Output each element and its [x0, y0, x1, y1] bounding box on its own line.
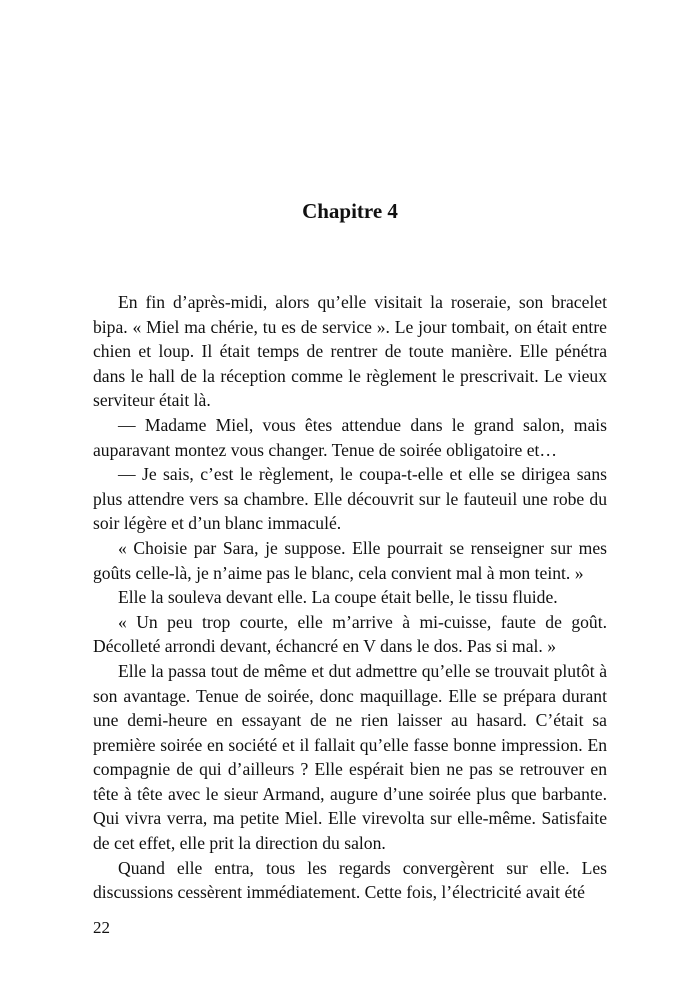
paragraph: Elle la souleva devant elle. La coupe était belle, le tissu fluide. [118, 587, 558, 608]
page-number: 22 [93, 918, 110, 937]
paragraph: En fin d’après-midi, alors qu’elle visitait la roseraie, son bracelet bipa. « Miel ma chérie, tu es de service ». Le jour tombait, on était entre chien et loup. Il était temps de rentrer de toute manière. Elle pénétra dans le hall de la réception comme le règlement le prescrivait. Le vieux serviteur était là. [93, 292, 607, 411]
paragraph: — Je sais, c’est le règlement, le coupa-t-elle et elle se dirigea sans plus attendre vers sa chambre. Elle découvrit sur le fauteuil une robe du soir légère et d’un blanc immaculé. [93, 464, 607, 534]
chapter-title: Chapitre 4 [302, 199, 398, 223]
paragraph: — Madame Miel, vous êtes attendue dans le grand salon, mais auparavant montez vous changer. Tenue de soirée obligatoire et… [93, 414, 607, 460]
chapter-body [93, 290, 607, 905]
paragraph: « Choisie par Sara, je suppose. Elle pourrait se renseigner sur mes goûts celle-là, je n’aime pas le blanc, cela convient mal à mon teint. » [93, 537, 607, 583]
paragraph: « Un peu trop courte, elle m’arrive à mi-cuisse, faute de goût. Décolleté arrondi devant, échancré en V dans le dos. Pas si mal. » [93, 611, 607, 657]
paragraph: Elle la passa tout de même et dut admettre qu’elle se trouvait plutôt à son avantage. Tenue de soirée, donc maquillage. Elle se prépara durant une demi-heure en essayant de ne rien laisser au hasard. C’était sa première soirée en société et il fallait qu’elle fasse bonne impression. En compagnie de qui d’ailleurs ? Elle espérait bien ne pas se retrouver en tête à tête avec le sieur Armand, augure d’une soirée plus que barbante. Qui vivra verra, ma petite Miel. Elle virevolta sur elle-même. Satisfaite de cet effet, elle prit la direction du salon. [93, 660, 607, 854]
paragraph: Quand elle entra, tous les regards convergèrent sur elle. Les discussions cessèrent immédiatement. Cette fois, l’électricité avait été [93, 857, 607, 903]
